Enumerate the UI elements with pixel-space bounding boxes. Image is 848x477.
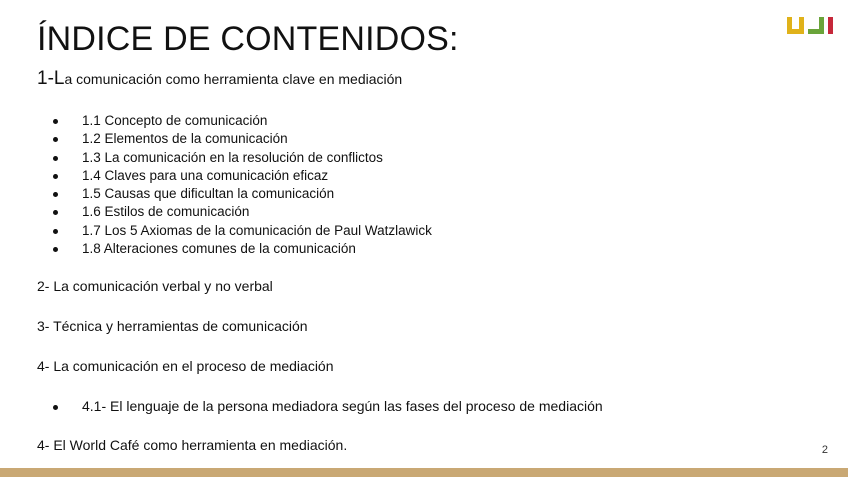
list-item: 1.7 Los 5 Axiomas de la comunicación de Paul Watzlawick [48,222,432,240]
list-item: 1.3 La comunicación en la resolución de conflictos [48,149,432,167]
section-3-heading: 3- Técnica y herramientas de comunicación [37,318,308,334]
list-item: 1.8 Alteraciones comunes de la comunicación [48,240,432,258]
uji-logo [786,15,838,37]
section-4-list-item: 4.1- El lenguaje de la persona mediadora según las fases del proceso de mediación [48,398,603,414]
logo-j-icon [808,17,824,34]
bullet-icon [53,119,58,124]
section-1-rest: a comunicación como herramienta clave en mediación [64,71,403,87]
bottom-bar [0,468,848,477]
list-item: 1.4 Claves para una comunicación eficaz [48,167,432,185]
bullet-icon [53,247,58,252]
bullet-icon [53,137,58,142]
section-5-heading: 4- El World Café como herramienta en mediación. [37,437,348,453]
section-1-list [48,112,432,258]
section-1-heading [37,68,402,90]
logo-u-icon [787,17,804,34]
list-item: 1.6 Estilos de comunicación [48,203,432,221]
section-2-heading: 2- La comunicación verbal y no verbal [37,278,273,294]
bullet-icon [53,405,58,410]
bullet-icon [53,156,58,161]
bullet-icon [53,229,58,234]
list-item: 1.1 Concepto de comunicación [48,112,432,130]
bullet-icon [53,192,58,197]
page-number: 2 [821,444,828,456]
section-1-lead: 1-L [37,68,65,89]
bullet-icon [53,174,58,179]
list-item: 1.5 Causas que dificultan la comunicación [48,185,432,203]
page-title: ÍNDICE DE CONTENIDOS: [37,20,459,58]
bullet-icon [53,210,58,215]
logo-i-icon [828,17,833,34]
section-4-heading: 4- La comunicación en el proceso de mediación [37,358,334,374]
list-item: 1.2 Elementos de la comunicación [48,130,432,148]
